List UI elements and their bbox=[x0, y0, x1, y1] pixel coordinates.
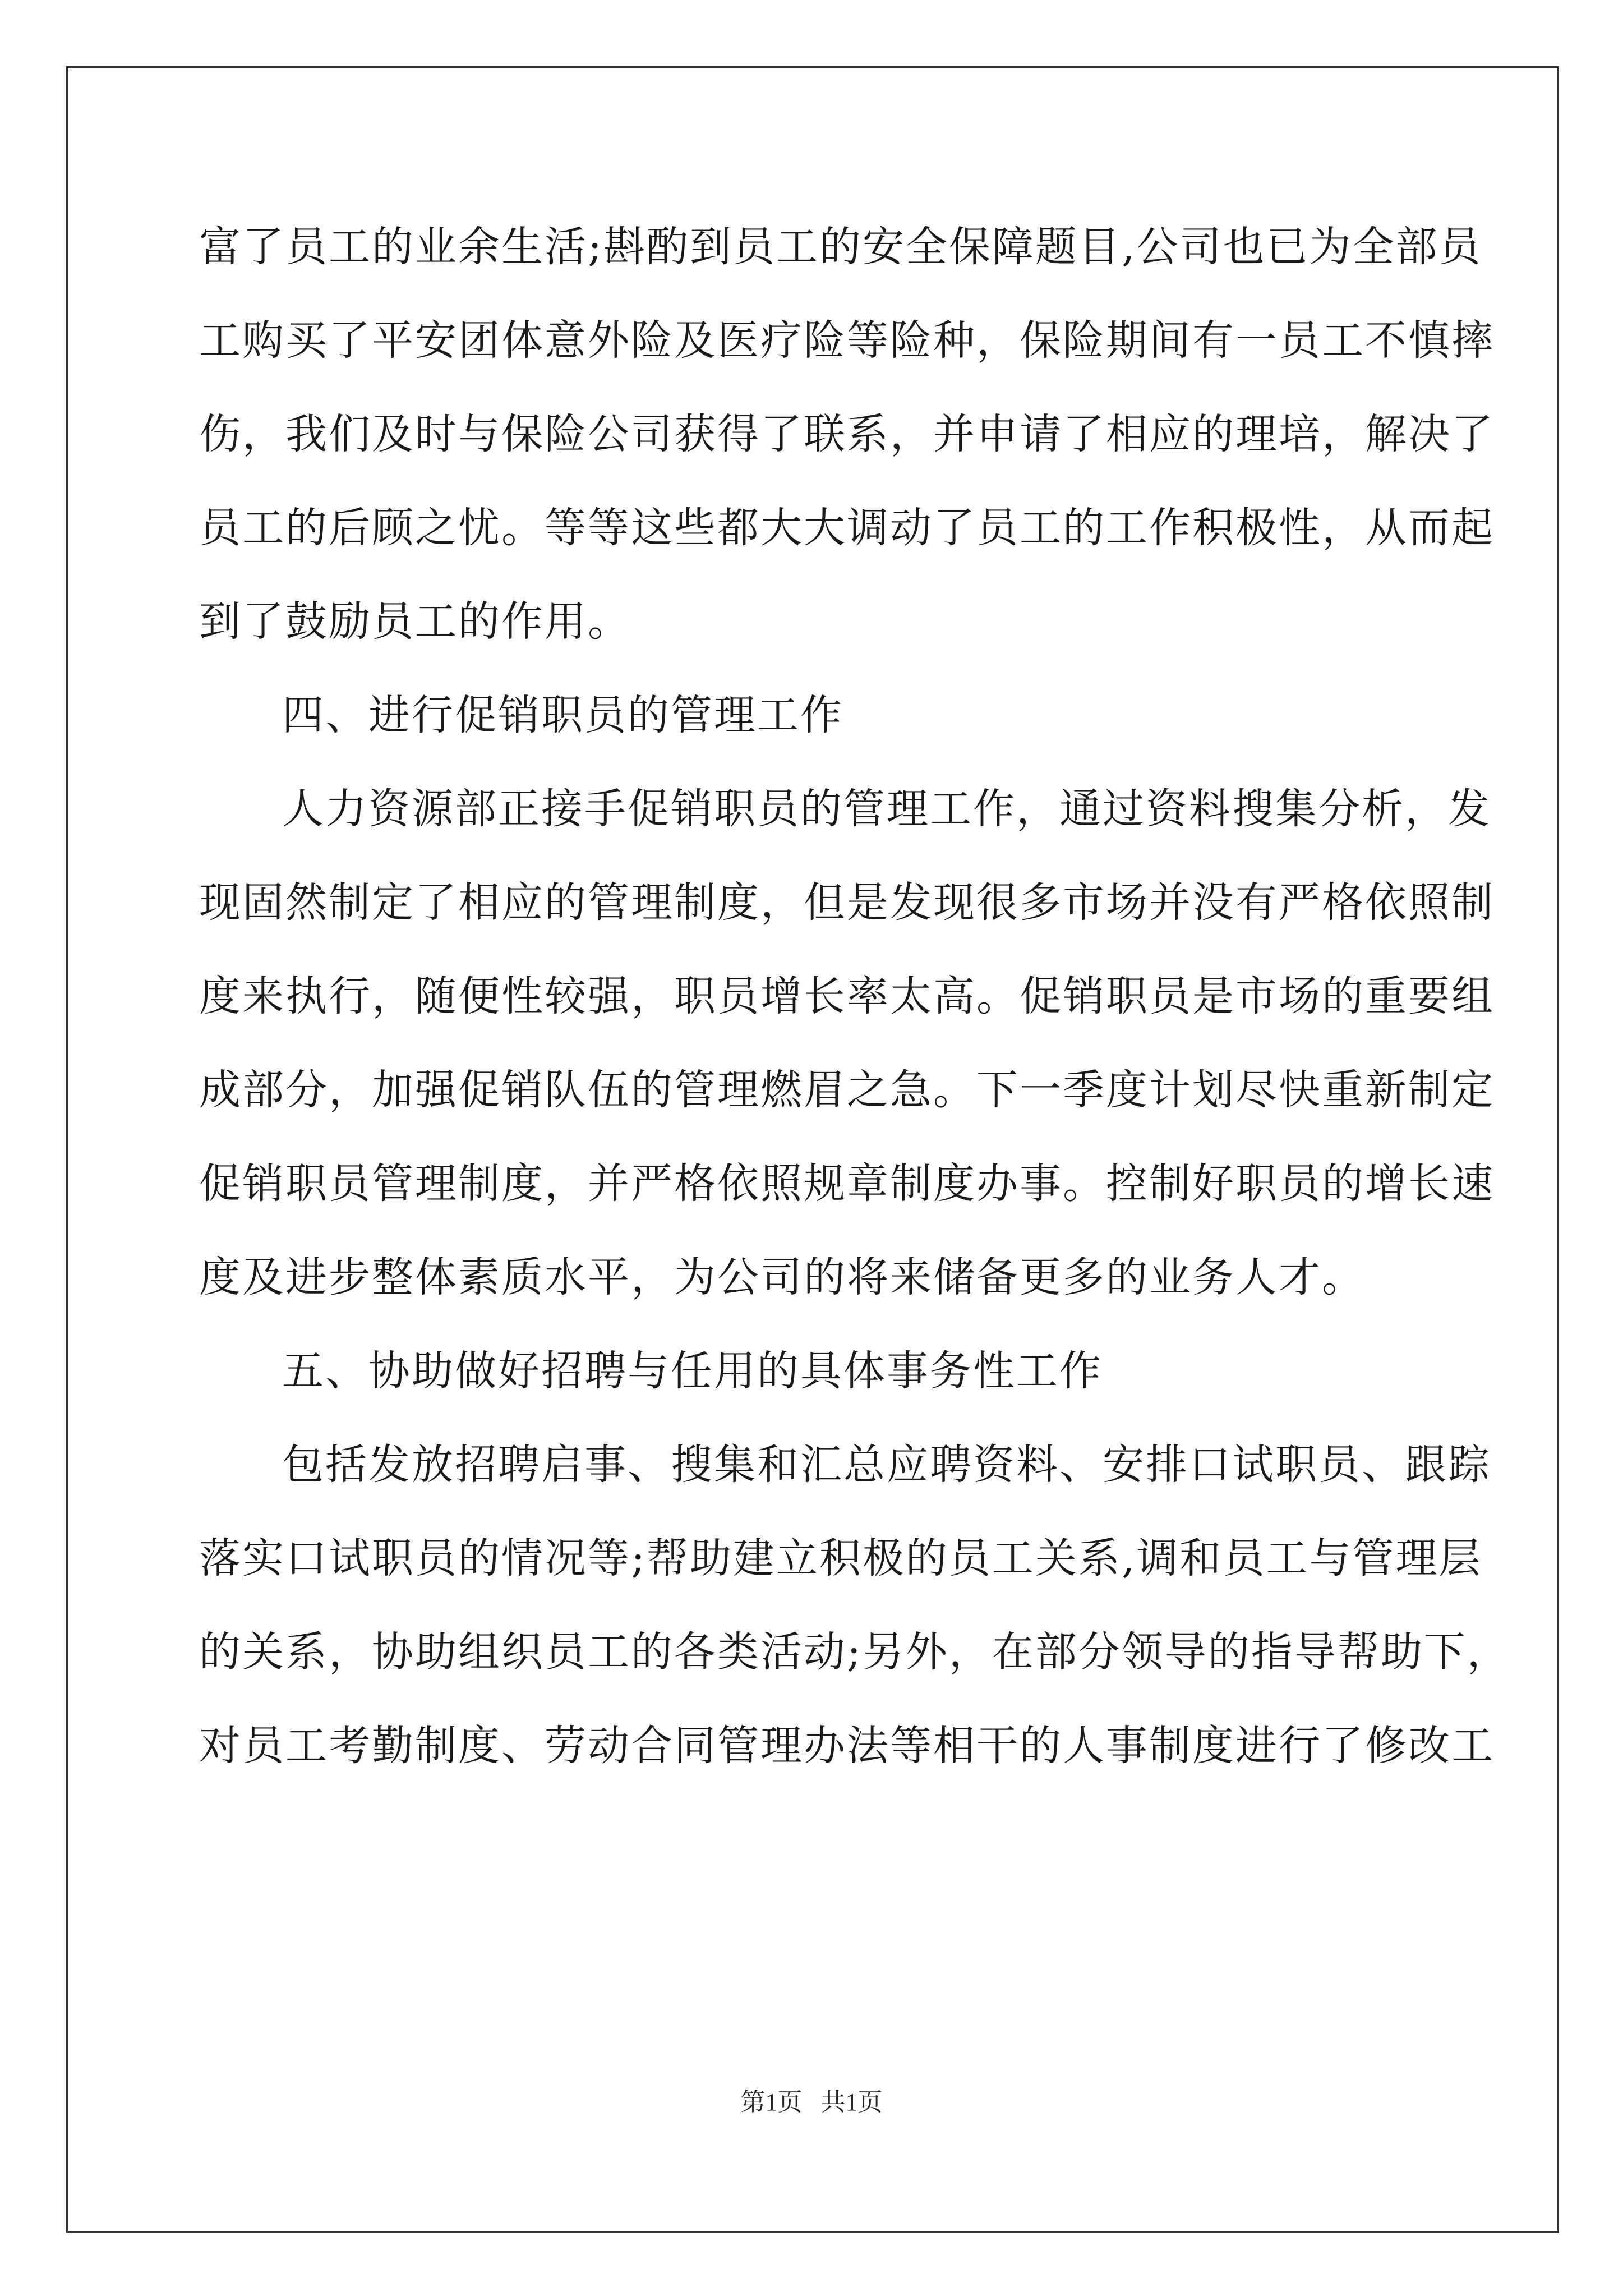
paragraph-line: 伤，我们及时与保险公司获得了联系，并申请了相应的理培，解决了 bbox=[199, 410, 1495, 458]
paragraph-line: 工购买了平安团体意外险及医疗险等险种，保险期间有一员工不慎摔 bbox=[199, 316, 1495, 365]
paragraph-line: 员工的后顾之忧。等等这些都大大调动了员工的工作积极性，从而起 bbox=[199, 504, 1495, 552]
paragraph-line: 度及进步整体素质水平，为公司的将来储备更多的业务人才。 bbox=[199, 1253, 1365, 1301]
page-number-footer: 第1页 共1页 bbox=[740, 2088, 883, 2116]
paragraph-line: 落实口试职员的情况等;帮助建立积极的员工关系,调和员工与管理层 bbox=[199, 1534, 1482, 1582]
paragraph-line: 促销职员管理制度，并严格依照规章制度办事。控制好职员的增长速 bbox=[199, 1159, 1495, 1208]
paragraph-line: 五、协助做好招聘与任用的具体事务性工作 bbox=[282, 1347, 1103, 1395]
paragraph-line: 人力资源部正接手促销职员的管理工作，通过资料搜集分析，发 bbox=[282, 785, 1491, 833]
paragraph-line: 包括发放招聘启事、搜集和汇总应聘资料、安排口试职员、跟踪 bbox=[282, 1441, 1491, 1489]
paragraph-line: 对员工考勤制度、劳动合同管理办法等相干的人事制度进行了修改工 bbox=[199, 1722, 1495, 1770]
paragraph-line: 现固然制定了相应的管理制度，但是发现很多市场并没有严格依照制 bbox=[199, 878, 1495, 927]
paragraph-line: 到了鼓励员工的作用。 bbox=[199, 597, 631, 646]
document-body bbox=[199, 213, 1510, 1806]
paragraph-line: 富了员工的业余生活;斟酌到员工的安全保障题目,公司也已为全部员 bbox=[199, 223, 1482, 271]
paragraph-line: 成部分，加强促销队伍的管理燃眉之急。下一季度计划尽快重新制定 bbox=[199, 1066, 1495, 1114]
paragraph-line: 四、进行促销职员的管理工作 bbox=[282, 691, 843, 739]
paragraph-line: 的关系，协助组织员工的各类活动;另外，在部分领导的指导帮助下， bbox=[199, 1628, 1510, 1676]
paragraph-line: 度来执行，随便性较强，职员增长率太高。促销职员是市场的重要组 bbox=[199, 972, 1495, 1020]
